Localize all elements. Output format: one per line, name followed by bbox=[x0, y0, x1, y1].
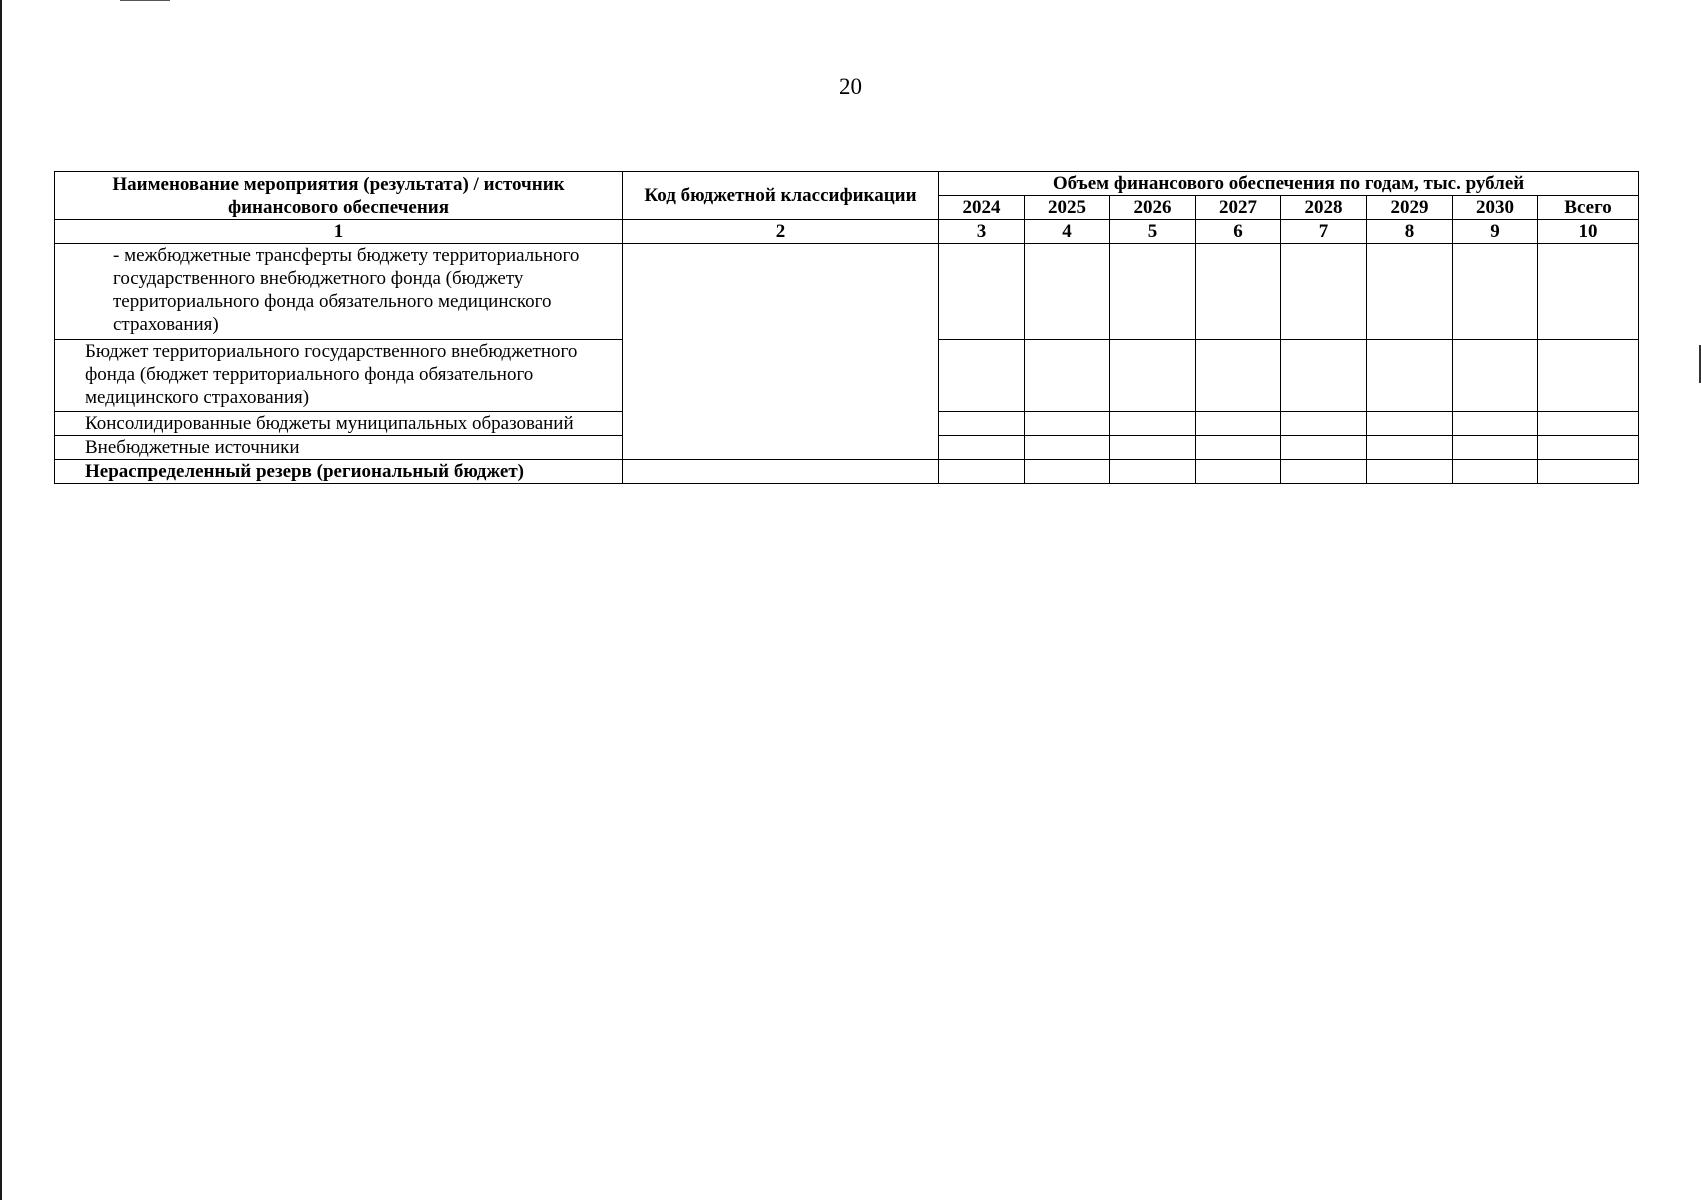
value-cell bbox=[1025, 340, 1110, 412]
row-label: Внебюджетные источники bbox=[55, 436, 623, 460]
value-cell bbox=[1196, 412, 1281, 436]
value-cell bbox=[1025, 244, 1110, 340]
column-number-5: 5 bbox=[1110, 220, 1196, 244]
value-cell bbox=[939, 244, 1025, 340]
header-name-column: Наименование мероприятия (результата) / источник финансового обеспечения bbox=[55, 172, 623, 220]
value-cell bbox=[1110, 436, 1196, 460]
value-cell bbox=[1196, 460, 1281, 484]
table-row bbox=[55, 460, 1639, 484]
value-cell bbox=[1281, 244, 1367, 340]
value-cell bbox=[939, 412, 1025, 436]
row-label: Нераспределенный резерв (региональный бюджет) bbox=[55, 460, 623, 484]
value-cell bbox=[1367, 244, 1453, 340]
value-cell bbox=[1025, 412, 1110, 436]
header-code-column: Код бюджетной классификации bbox=[623, 172, 939, 220]
value-cell bbox=[1281, 340, 1367, 412]
value-cell bbox=[1196, 244, 1281, 340]
value-cell bbox=[1025, 436, 1110, 460]
value-cell bbox=[1367, 340, 1453, 412]
column-number-6: 6 bbox=[1196, 220, 1281, 244]
merged-code-cell bbox=[623, 244, 939, 460]
value-cell bbox=[1110, 460, 1196, 484]
column-number-9: 9 bbox=[1453, 220, 1538, 244]
column-number-7: 7 bbox=[1281, 220, 1367, 244]
scan-mark-top bbox=[120, 0, 170, 1]
value-cell bbox=[939, 436, 1025, 460]
header-volume-group: Объем финансового обеспечения по годам, тыс. рублей bbox=[939, 172, 1639, 196]
value-cell bbox=[939, 460, 1025, 484]
code-cell bbox=[623, 460, 939, 484]
value-cell bbox=[1538, 436, 1639, 460]
value-cell bbox=[1453, 460, 1538, 484]
value-cell bbox=[1453, 244, 1538, 340]
value-cell bbox=[1367, 460, 1453, 484]
column-number-10: 10 bbox=[1538, 220, 1639, 244]
value-cell bbox=[1281, 460, 1367, 484]
row-label: - межбюджетные трансферты бюджету территориального государственного внебюджетного фонда (бюджету территориального фонда обязательного медицинского страхования) bbox=[55, 244, 623, 340]
value-cell bbox=[1538, 460, 1639, 484]
value-cell bbox=[1367, 436, 1453, 460]
header-year-2025: 2025 bbox=[1025, 196, 1110, 220]
value-cell bbox=[1110, 340, 1196, 412]
value-cell bbox=[1281, 412, 1367, 436]
column-number-2: 2 bbox=[623, 220, 939, 244]
header-year-2030: 2030 bbox=[1453, 196, 1538, 220]
column-number-4: 4 bbox=[1025, 220, 1110, 244]
value-cell bbox=[1453, 340, 1538, 412]
value-cell bbox=[1281, 436, 1367, 460]
financing-table bbox=[54, 171, 1639, 484]
value-cell bbox=[1538, 340, 1639, 412]
value-cell bbox=[1110, 412, 1196, 436]
value-cell bbox=[1367, 412, 1453, 436]
scan-edge-left bbox=[0, 0, 2, 1200]
header-year-2024: 2024 bbox=[939, 196, 1025, 220]
value-cell bbox=[1538, 412, 1639, 436]
value-cell bbox=[1538, 244, 1639, 340]
header-year-2028: 2028 bbox=[1281, 196, 1367, 220]
page-number: 20 bbox=[839, 74, 862, 99]
value-cell bbox=[1196, 340, 1281, 412]
row-label: Бюджет территориального государственного внебюджетного фонда (бюджет территориального фонда обязательного медицинского страхования) bbox=[55, 340, 623, 412]
value-cell bbox=[939, 340, 1025, 412]
header-year-2027: 2027 bbox=[1196, 196, 1281, 220]
column-number-3: 3 bbox=[939, 220, 1025, 244]
column-number-8: 8 bbox=[1367, 220, 1453, 244]
value-cell bbox=[1196, 436, 1281, 460]
header-year-2026: 2026 bbox=[1110, 196, 1196, 220]
column-number-1: 1 bbox=[55, 220, 623, 244]
row-label: Консолидированные бюджеты муниципальных образований bbox=[55, 412, 623, 436]
value-cell bbox=[1025, 460, 1110, 484]
value-cell bbox=[1453, 412, 1538, 436]
value-cell bbox=[1110, 244, 1196, 340]
value-cell bbox=[1453, 436, 1538, 460]
header-total: Всего bbox=[1538, 196, 1639, 220]
header-year-2029: 2029 bbox=[1367, 196, 1453, 220]
table-row bbox=[55, 244, 1639, 340]
